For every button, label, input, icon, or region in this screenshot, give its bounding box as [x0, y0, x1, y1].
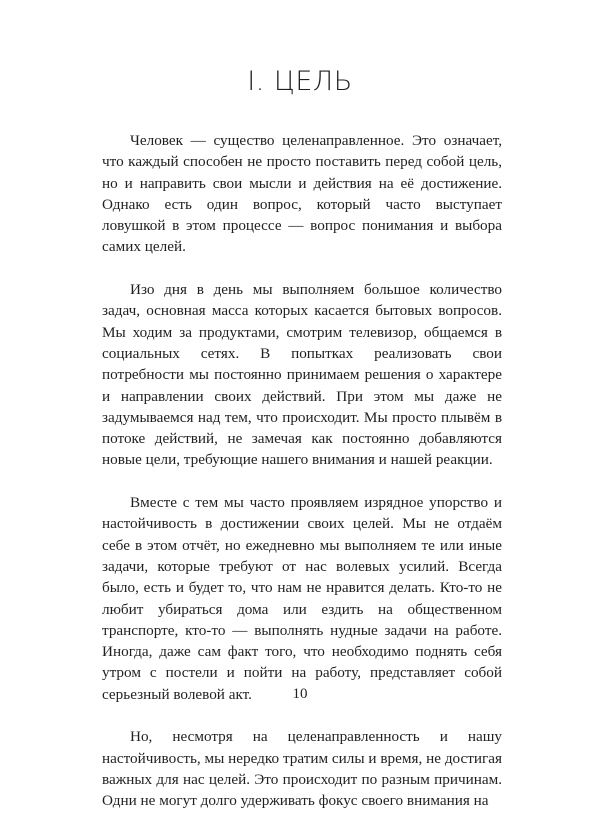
chapter-body [102, 130, 502, 833]
paragraph-4: Но, несмотря на целенаправленность и нашу настойчивость, мы нередко тратим силы и время, не достигая важных для нас целей. Это происходит по разным причинам. Одни не могут долго удерживать фокус своего внимания на [102, 728, 502, 810]
page-number: 10 [292, 686, 308, 702]
paragraph-2: Изо дня в день мы выполняем большое количество задач, основная масса которых касается бытовых вопросов. Мы ходим за продуктами, смотрим телевизор, общаемся в социальных сетях. В попытках реализовать свои потребности мы постоянно принимаем решения о характере и направлении своих действий. При этом мы даже не задумываемся над тем, что происходит. Мы просто плывём в потоке действий, не замечая как постоянно добавляются новые цели, требующие нашего внимания и нашей реакции. [102, 281, 502, 469]
paragraph-3: Вместе с тем мы часто проявляем изрядное упорство и настойчивость в достижении своих целей. Мы не отдаём себе в этом отчёт, но ежедневно мы выполняем те или иные задачи, которые требуют от нас волевых усилий. Всегда было, есть и будет то, что нам не нравится делать. Кто-то не любит убираться дома или ездить на общественном транспорте, кто-то — выполнять нудные задачи на работе. Иногда, даже сам факт того, что необходимо поднять себя утром с постели и пойти на работу, представляет собой серьезный волевой акт. [102, 494, 502, 703]
chapter-title: I. ЦЕЛЬ [247, 66, 353, 97]
paragraph-1: Человек — существо целенаправленное. Это означает, что каждый способен не просто поставить перед собой цель, но и направить свои мысли и действия на её достижение. Однако есть один вопрос, который часто выступает ловушкой в этом процессе — вопрос понимания и выбора самих целей. [102, 132, 502, 256]
